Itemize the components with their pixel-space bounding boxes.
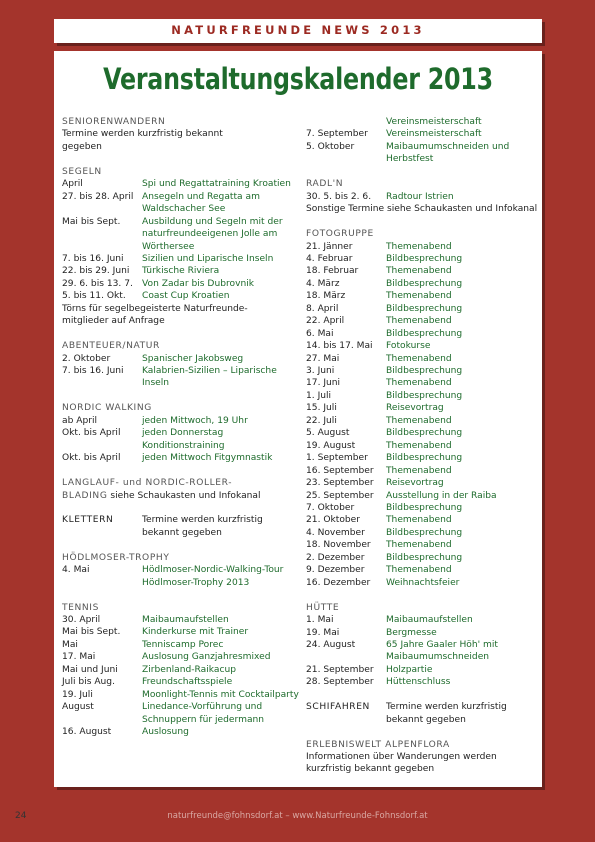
list-item — [62, 265, 300, 277]
event-date: ab April — [62, 415, 98, 426]
event-name: Coast Cup Kroatien — [142, 291, 230, 302]
event-date: 21. Oktober — [306, 515, 361, 526]
section-schifahren — [306, 701, 538, 726]
event-name: Türkische Riviera — [142, 266, 220, 277]
event-date: 7. bis 16. Juni — [62, 253, 124, 264]
event-date: 28. September — [306, 677, 374, 688]
section-heading: KLETTERN — [62, 515, 114, 526]
event-date: 5. August — [306, 428, 350, 439]
section-alpenflora — [306, 739, 538, 776]
event-date: Juli bis Aug. — [62, 677, 115, 688]
event-name: Bildbesprechung — [386, 552, 463, 563]
event-date: April — [62, 179, 83, 190]
event-date: 15. Juli — [306, 403, 337, 414]
list-item — [306, 527, 538, 539]
section-verein — [306, 116, 538, 166]
event-date: 27. bis 28. April — [62, 191, 134, 202]
event-date: 4. Februar — [306, 253, 353, 264]
event-date: 7. bis 16. Juni — [62, 366, 124, 377]
section-heading: LANGLAUF- und NORDIC-ROLLER- — [62, 478, 233, 489]
list-item — [306, 415, 538, 427]
footer-contact: naturfreunde@fohnsdorf.at – www.Naturfreunde-Fohnsdorf.at — [167, 811, 428, 821]
event-date: Mai — [62, 639, 78, 650]
huette-list — [306, 614, 538, 689]
list-item — [306, 477, 538, 489]
event-name: Themenabend — [386, 415, 452, 426]
event-date: Mai bis Sept. — [62, 627, 121, 638]
list-item — [62, 639, 300, 651]
event-date: Mai bis Sept. — [62, 216, 121, 227]
event-name: Auslosung — [142, 727, 189, 738]
event-name: Themenabend — [386, 378, 452, 389]
list-item — [306, 701, 538, 726]
list-item — [62, 564, 300, 576]
section-heading: NORDIC WALKING — [62, 403, 152, 414]
event-name: Zirbenland-Raikacup — [142, 664, 236, 675]
event-date: 1. September — [306, 453, 368, 464]
list-item — [306, 614, 538, 626]
event-name: Themenabend — [386, 515, 452, 526]
event-date: 2. Dezember — [306, 552, 365, 563]
section-note: Informationen über Wanderungen werden kurzfristig bekannt gegeben — [306, 752, 497, 775]
segeln-list — [62, 178, 300, 303]
event-date: 16. Dezember — [306, 577, 371, 588]
event-name: jeden Mittwoch, 19 Uhr — [142, 415, 248, 426]
event-date: Mai und Juni — [62, 664, 118, 675]
event-name: Bildbesprechung — [386, 503, 463, 514]
hoedlmoser-list — [62, 564, 300, 589]
event-name: Hödlmoser-Trophy 2013 — [142, 577, 250, 588]
event-date: 2. Oktober — [62, 353, 111, 364]
event-date: 24. August — [306, 639, 356, 650]
section-langlauf — [62, 477, 300, 502]
event-date: 4. Mai — [62, 565, 90, 576]
list-item — [306, 514, 538, 526]
event-name: Hödlmoser-Nordic-Walking-Tour — [142, 565, 284, 576]
list-item — [306, 627, 538, 639]
event-date: 1. Mai — [306, 615, 334, 626]
event-date: 4. März — [306, 278, 340, 289]
list-item — [306, 402, 538, 414]
event-date: 3. Juni — [306, 366, 335, 377]
event-name: Themenabend — [386, 241, 452, 252]
list-item — [62, 676, 300, 688]
section-note: Termine werden kurzfristig bekannt gegeben — [62, 129, 223, 152]
section-note: Törns für segelbegeisterte Naturfreunde-mitglieder auf Anfrage — [62, 303, 248, 327]
list-item — [306, 340, 538, 352]
event-date: 1. Juli — [306, 390, 332, 401]
header-title: NATURFREUNDE NEWS 2013 — [171, 23, 425, 37]
section-foto — [306, 228, 538, 589]
event-name: Vereinsmeisterschaft — [386, 117, 482, 127]
list-item — [306, 253, 538, 265]
list-item — [62, 614, 300, 626]
event-name: Holzpartie — [386, 664, 433, 675]
event-date: 30. 5. bis 2. 6. — [306, 191, 372, 202]
list-item — [306, 427, 538, 439]
event-name: jeden Mittwoch Fitgymnastik — [142, 453, 273, 464]
list-item — [62, 514, 300, 539]
event-name: Vereinsmeisterschaft — [386, 129, 482, 140]
list-item — [62, 216, 300, 253]
event-date: 5. Oktober — [306, 141, 355, 152]
section-heading-cont: BLADING — [62, 490, 108, 501]
event-date: 17. Juni — [306, 378, 341, 389]
foto-list — [306, 241, 538, 590]
event-name: Maibaumumschneiden und Herbstfest — [386, 141, 510, 165]
list-item — [306, 539, 538, 551]
abenteuer-list — [62, 353, 300, 390]
event-name: Ausbildung und Segeln mit der naturfreundeeigenen Jolle am Wörthersee — [142, 216, 283, 252]
event-name: Themenabend — [386, 353, 452, 364]
event-date: 22. bis 29. Juni — [62, 266, 130, 277]
event-date: Okt. bis April — [62, 453, 121, 464]
list-item — [62, 626, 300, 638]
event-name: Weihnachtsfeier — [386, 577, 460, 588]
section-heading: ERLEBNISWELT ALPENFLORA — [306, 739, 450, 750]
section-note: Termine werden kurzfristig bekannt gegeben — [386, 702, 507, 725]
event-name: Themenabend — [386, 266, 452, 277]
list-item — [306, 116, 538, 128]
section-note: siehe Schaukasten und Infokanal — [110, 490, 261, 501]
event-date: 16. September — [306, 465, 374, 476]
list-item — [62, 651, 300, 663]
event-name: Auslosung Ganzjahresmixed — [142, 652, 271, 663]
list-item — [306, 377, 538, 389]
list-item — [306, 315, 538, 327]
list-item — [306, 290, 538, 302]
event-date: 18. März — [306, 291, 346, 302]
verein-list — [306, 116, 538, 166]
section-hoedlmoser — [62, 552, 300, 589]
list-item — [62, 427, 300, 452]
event-date: 9. Dezember — [306, 565, 365, 576]
section-heading: SEGELN — [62, 166, 102, 177]
event-name: Bildbesprechung — [386, 253, 463, 264]
section-nordic — [62, 402, 300, 464]
event-name: Spi und Regattatraining Kroatien — [142, 179, 291, 190]
event-date: 27. Mai — [306, 353, 340, 364]
list-item — [62, 577, 300, 589]
event-date — [306, 116, 386, 128]
list-item — [62, 726, 300, 738]
left-column — [62, 116, 300, 751]
list-item — [306, 390, 538, 402]
event-name: Von Zadar bis Dubrovnik — [142, 278, 255, 289]
list-item — [306, 664, 538, 676]
section-tennis — [62, 602, 300, 739]
list-item — [306, 241, 538, 253]
event-name: Reisevortrag — [386, 478, 444, 489]
list-item — [306, 191, 538, 203]
event-date: 21. Jänner — [306, 241, 353, 252]
event-date: 4. November — [306, 527, 365, 538]
header-bar — [54, 19, 542, 43]
event-date: 22. April — [306, 316, 345, 327]
event-date: 18. Februar — [306, 266, 359, 277]
list-item — [306, 676, 538, 688]
list-item — [62, 415, 300, 427]
event-name: Bildbesprechung — [386, 390, 463, 401]
event-date: 18. November — [306, 540, 371, 551]
event-name: Hüttenschluss — [386, 677, 451, 688]
event-name: Tenniscamp Porec — [142, 639, 224, 650]
event-name: Spanischer Jakobsweg — [142, 353, 244, 364]
list-item — [306, 353, 538, 365]
page-number: 24 — [15, 811, 27, 821]
list-item — [306, 303, 538, 315]
event-name: Themenabend — [386, 465, 452, 476]
list-item — [62, 353, 300, 365]
event-name: Themenabend — [386, 540, 452, 551]
section-heading: RADL'N — [306, 179, 344, 190]
list-item — [62, 452, 300, 464]
radln-list — [306, 191, 538, 203]
event-date: 6. Mai — [306, 328, 334, 339]
list-item — [62, 664, 300, 676]
event-name: Themenabend — [386, 316, 452, 327]
list-item — [62, 191, 300, 216]
event-name: Bildbesprechung — [386, 278, 463, 289]
section-abenteuer — [62, 340, 300, 390]
event-name: Bildbesprechung — [386, 453, 463, 464]
list-item — [62, 278, 300, 290]
list-item — [306, 552, 538, 564]
list-item — [306, 465, 538, 477]
event-name: Themenabend — [386, 291, 452, 302]
list-item — [62, 290, 300, 302]
section-note: Termine werden kurzfristig bekannt gegeben — [142, 515, 263, 538]
section-heading: FOTOGRUPPE — [306, 229, 374, 240]
event-name: Bildbesprechung — [386, 366, 463, 377]
list-item — [306, 128, 538, 140]
section-heading: SENIORENWANDERN — [62, 117, 166, 127]
event-name: jeden Donnerstag Konditionstraining — [142, 428, 225, 451]
section-heading: SCHIFAHREN — [306, 702, 370, 713]
event-date: 23. September — [306, 478, 374, 489]
list-item — [306, 328, 538, 340]
event-name: Freundschaftsspiele — [142, 677, 233, 688]
list-item — [306, 265, 538, 277]
list-item — [306, 365, 538, 377]
list-item — [306, 564, 538, 576]
tennis-list — [62, 614, 300, 739]
event-name: Linedance-Vorführung und Schnuppern für jedermann — [142, 702, 265, 725]
section-heading: ABENTEUER/NATUR — [62, 341, 160, 352]
event-name: Fotokurse — [386, 341, 431, 352]
list-item — [306, 490, 538, 502]
event-name: Bildbesprechung — [386, 428, 463, 439]
section-radln — [306, 178, 538, 215]
event-date — [62, 577, 142, 589]
section-segeln — [62, 166, 300, 328]
event-name: Bergmesse — [386, 627, 437, 638]
content-panel — [54, 51, 542, 787]
event-date: 19. August — [306, 440, 356, 451]
event-name: Moonlight-Tennis mit Cocktailparty — [142, 689, 299, 700]
event-date: 25. September — [306, 490, 374, 501]
right-column — [306, 116, 538, 788]
event-date: August — [62, 702, 94, 713]
list-item — [306, 502, 538, 514]
event-date: 7. Oktober — [306, 503, 355, 514]
event-name: Themenabend — [386, 440, 452, 451]
event-name: Kalabrien-Sizilien – Liparische Inseln — [142, 366, 277, 389]
event-date: 30. April — [62, 615, 101, 626]
event-date: 17. Mai — [62, 652, 96, 663]
list-item — [306, 278, 538, 290]
event-date: 8. April — [306, 303, 339, 314]
event-name: Maibaumaufstellen — [142, 615, 229, 626]
list-item — [306, 452, 538, 464]
list-item — [62, 253, 300, 265]
event-name: Reisevortrag — [386, 403, 444, 414]
list-item — [62, 178, 300, 190]
section-senioren — [62, 116, 300, 153]
event-name: Radtour Istrien — [386, 191, 454, 202]
event-date: 16. August — [62, 727, 112, 738]
section-heading: HÖDLMOSER-TROPHY — [62, 552, 170, 563]
event-name: Maibaumaufstellen — [386, 615, 473, 626]
section-heading: TENNIS — [62, 602, 99, 613]
list-item — [306, 440, 538, 452]
event-name: Sizilien und Liparische Inseln — [142, 253, 274, 264]
section-klettern — [62, 514, 300, 539]
event-date: Okt. bis April — [62, 428, 121, 439]
event-date: 19. Juli — [62, 689, 93, 700]
event-name: Bildbesprechung — [386, 303, 463, 314]
event-name: 65 Jahre Gaaler Höh' mit Maibaumumschneiden — [386, 639, 498, 663]
section-note: Sonstige Termine siehe Schaukasten und Infokanal — [306, 204, 538, 215]
nordic-list — [62, 415, 300, 465]
list-item — [62, 689, 300, 701]
event-date: 29. 6. bis 13. 7. — [62, 278, 133, 289]
event-date: 19. Mai — [306, 627, 340, 638]
event-name: Bildbesprechung — [386, 527, 463, 538]
event-name: Bildbesprechung — [386, 328, 463, 339]
list-item — [306, 639, 538, 664]
event-name: Ansegeln und Regatta am Waldschacher See — [142, 191, 260, 215]
event-date: 5. bis 11. Okt. — [62, 291, 126, 302]
event-date: 7. September — [306, 129, 368, 140]
event-name: Themenabend — [386, 565, 452, 576]
list-item — [306, 141, 538, 166]
list-item — [62, 701, 300, 726]
event-date: 21. September — [306, 664, 374, 675]
section-heading: HÜTTE — [306, 602, 340, 613]
event-name: Ausstellung in der Raiba — [386, 490, 497, 501]
page-title: Veranstaltungskalender 2013 — [103, 62, 493, 96]
list-item — [306, 577, 538, 589]
list-item — [62, 365, 300, 390]
event-date: 22. Juli — [306, 415, 337, 426]
event-date: 14. bis 17. Mai — [306, 341, 373, 352]
event-name: Kinderkurse mit Trainer — [142, 627, 249, 638]
section-huette — [306, 602, 538, 689]
